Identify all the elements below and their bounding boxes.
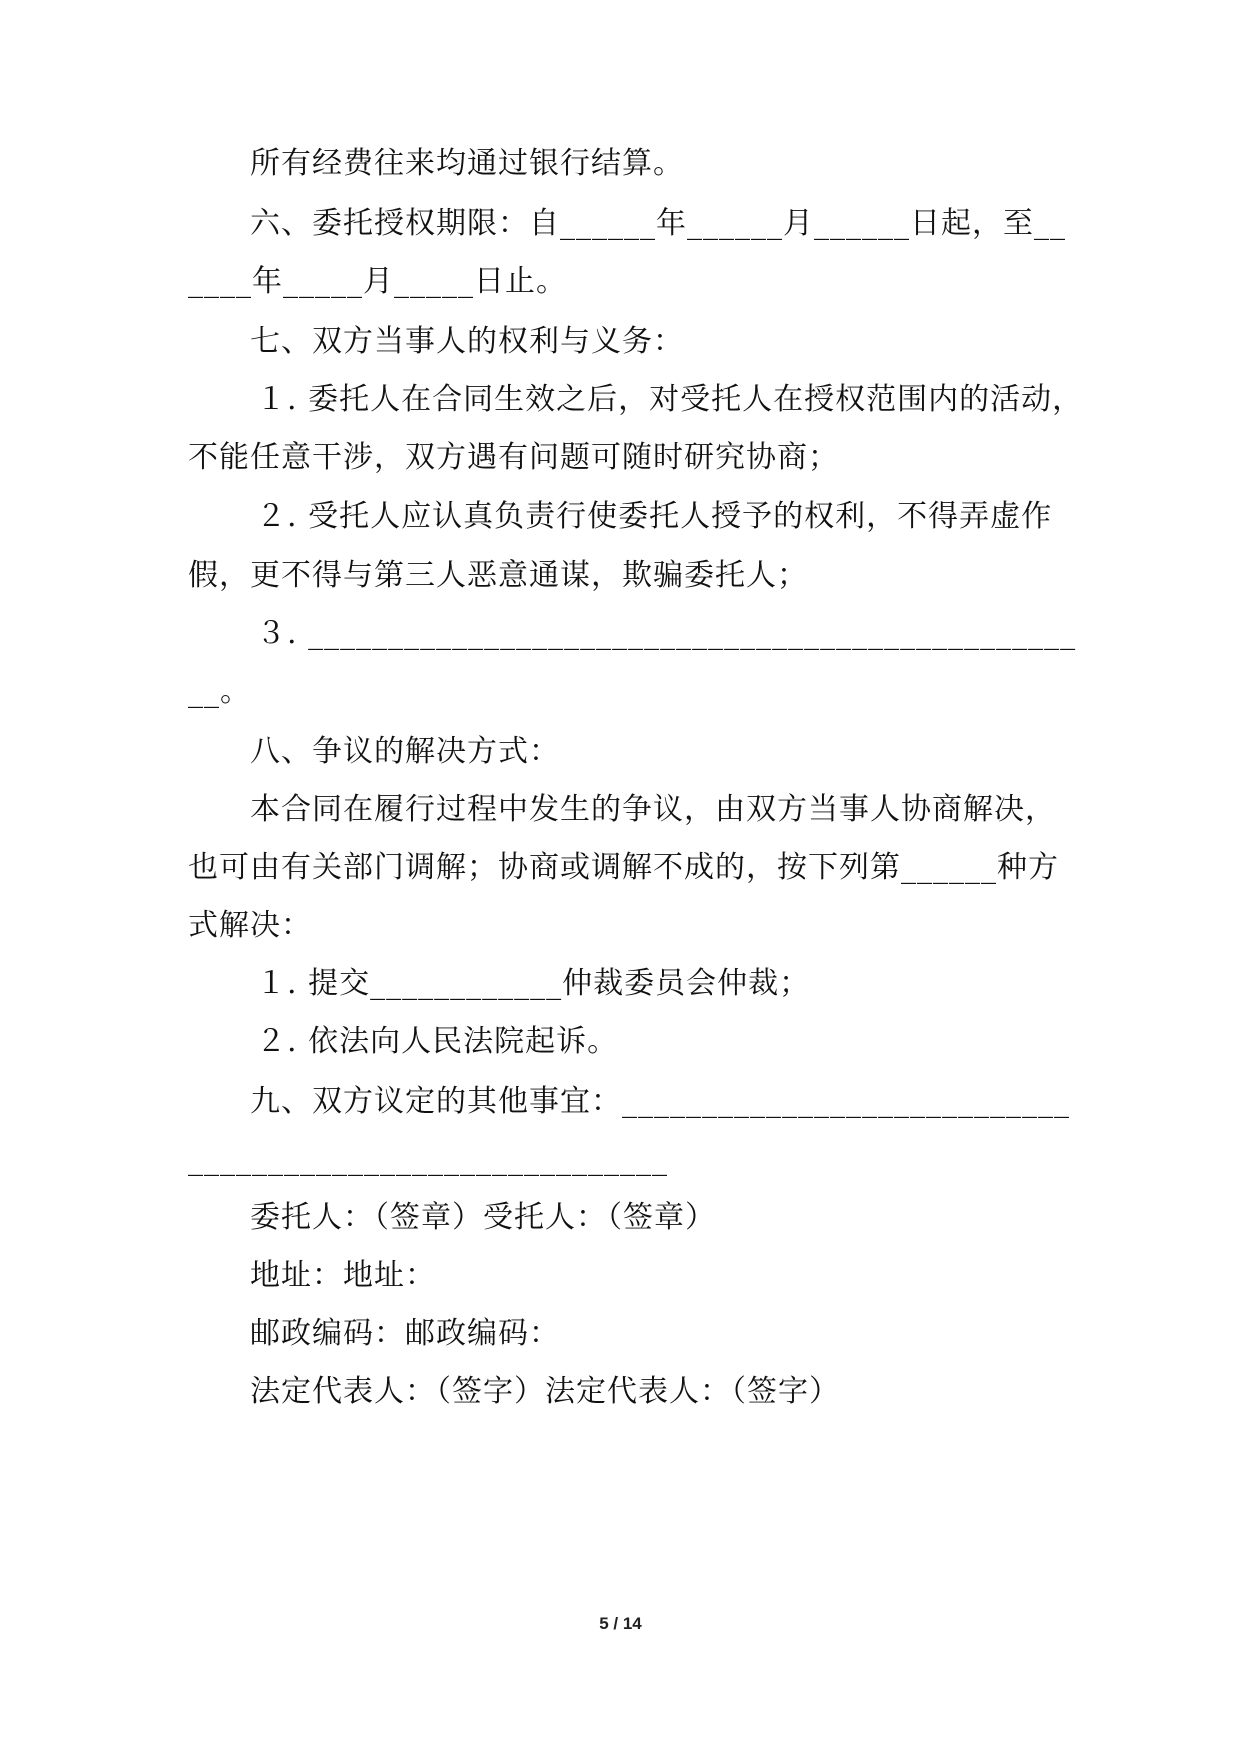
paragraph-line: ３. ________________________________________________ (256, 616, 1077, 651)
paragraph-line: ____年_____月_____日止。 (188, 264, 567, 299)
paragraph-line: 委托人：（签章）受托人：（签章） (250, 1200, 716, 1235)
paragraph-line: 法定代表人：（签字）法定代表人：（签字） (250, 1374, 840, 1409)
paragraph-line: 地址：地址： (250, 1258, 436, 1293)
paragraph-line: １. 提交____________仲裁委员会仲裁； (256, 966, 811, 1001)
paragraph-line: ______________________________ (188, 1142, 668, 1177)
paragraph-line: 邮政编码：邮政编码： (250, 1316, 560, 1351)
paragraph-line: 也可由有关部门调解；协商或调解不成的，按下列第______种方 (188, 850, 1059, 885)
paragraph-line: 假，更不得与第三人恶意通谋，欺骗委托人； (188, 558, 808, 593)
paragraph-line: ２. 受托人应认真负责行使委托人授予的权利，不得弄虚作 (256, 499, 1053, 534)
paragraph-line: 八、争议的解决方式： (250, 734, 560, 769)
page-number: 5 / 14 (599, 1614, 642, 1633)
paragraph-line: 式解决： (188, 908, 312, 943)
paragraph-line: 不能任意干涉，双方遇有问题可随时研究协商； (188, 440, 839, 475)
paragraph-line: ２. 依法向人民法院起诉。 (256, 1024, 619, 1059)
paragraph-line: 六、委托授权期限：自______年______月______日起，至__ (250, 206, 1066, 241)
paragraph-line: 七、双方当事人的权利与义务： (250, 324, 684, 359)
paragraph-line: __。 (188, 674, 251, 709)
paragraph-line: 九、双方议定的其他事宜：____________________________ (250, 1084, 1070, 1119)
paragraph-line: １. 委托人在合同生效之后，对受托人在授权范围内的活动， (256, 382, 1084, 417)
paragraph-line: 本合同在履行过程中发生的争议，由双方当事人协商解决， (250, 792, 1056, 827)
paragraph-line: 所有经费往来均通过银行结算。 (250, 146, 684, 181)
